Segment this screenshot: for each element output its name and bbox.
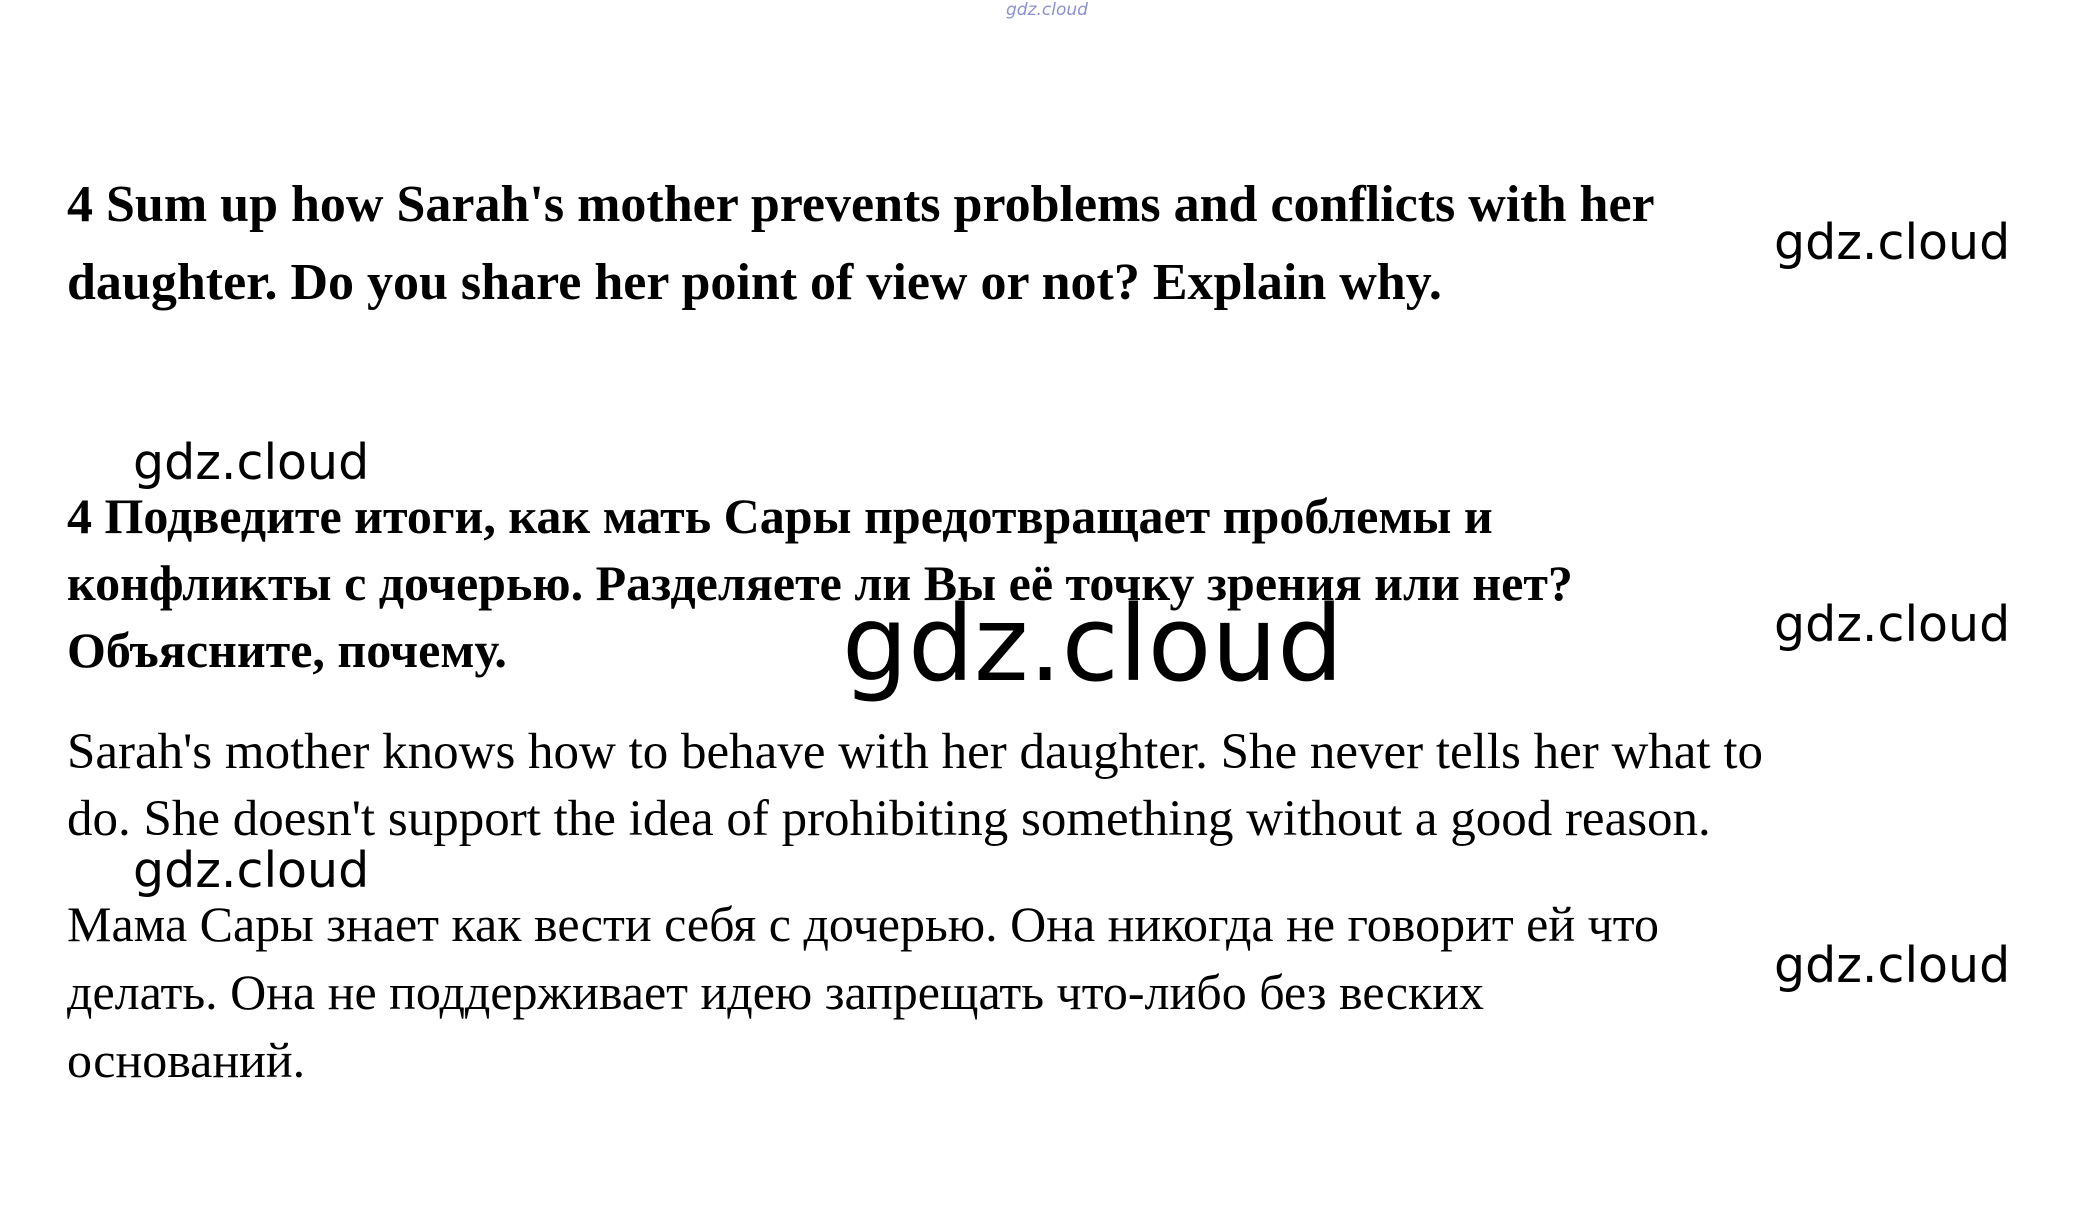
watermark: gdz.cloud	[1774, 937, 2011, 994]
watermark: gdz.cloud	[133, 434, 370, 491]
answer-russian	[67, 890, 1927, 1094]
answer-ru-line: оснований.	[67, 1032, 306, 1088]
watermark: gdz.cloud	[1774, 596, 2011, 653]
answer-ru-line: делать. Она не поддерживает идею запрещать что-либо без веских	[67, 964, 1485, 1020]
task-ru-line: Объясните, почему.	[67, 622, 507, 678]
answer-en-line: do. She doesn't support the idea of prohibiting something without a good reason.	[67, 791, 1711, 847]
watermark: gdz.cloud	[133, 842, 370, 899]
task-en-line: daughter. Do you share her point of view or not? Explain why.	[67, 254, 1442, 311]
answer-en-line: Sarah's mother knows how to behave with her daughter. She never tells her what to	[67, 724, 1764, 780]
task-question-english	[67, 166, 1927, 322]
task-ru-line: конфликты с дочерью. Разделяете ли Вы её точку зрения или нет?	[67, 555, 1573, 611]
watermark-large: gdz.cloud	[842, 583, 1344, 705]
watermark-top: gdz.cloud	[1006, 0, 1088, 20]
answer-ru-line: Мама Сары знает как вести себя с дочерью. Она никогда не говорит ей что	[67, 896, 1659, 952]
answer-english	[67, 719, 2047, 853]
watermark: gdz.cloud	[1774, 214, 2011, 271]
task-ru-line: 4 Подведите итоги, как мать Сары предотвращает проблемы и	[67, 488, 1493, 544]
task-en-line: 4 Sum up how Sarah's mother prevents problems and conflicts with her	[67, 176, 1655, 233]
